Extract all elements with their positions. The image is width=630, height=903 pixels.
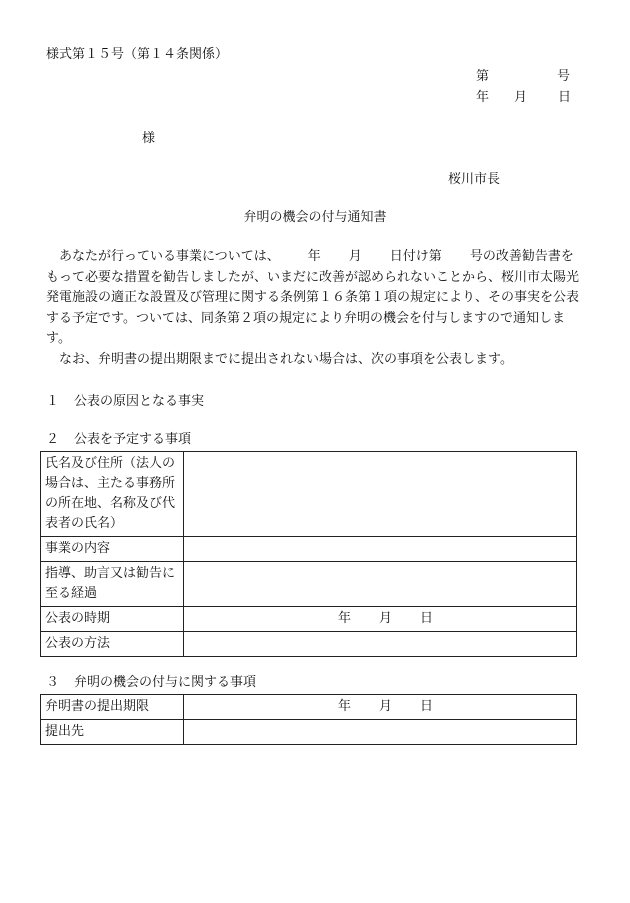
section-3-heading [46,675,256,691]
section-title: 公表の原因となる事実 [74,394,205,409]
section-title: 公表を予定する事項 [74,432,192,447]
table-row [41,537,577,562]
table-row [41,632,577,657]
field-deadline[interactable] [184,695,577,720]
date-blank [188,697,433,717]
row-label-publication-method: 公表の方法 [41,632,184,657]
table-row [41,695,577,720]
date-year: 年 [338,611,352,626]
section-title: 弁明の機会の付与に関する事項 [74,675,257,690]
explanation-opportunity-table [40,694,577,745]
field-business[interactable] [184,537,577,562]
field-publication-time[interactable] [184,607,577,632]
section-1-heading [46,394,204,410]
body-paragraph-1 [46,247,586,350]
document-number-prefix: 第 [476,69,490,84]
row-label-submit-to: 提出先 [41,720,184,745]
date-month: 月 [379,611,393,626]
document-number-suffix: 号 [557,69,571,84]
row-label-publication-time: 公表の時期 [41,607,184,632]
table-row [41,720,577,745]
field-name-address[interactable] [184,452,577,537]
notice-body [46,247,586,370]
addressee-honorific: 様 [142,131,156,146]
body-paragraph-2 [46,350,586,371]
date-month: 月 [379,699,393,714]
issue-date-day: 日 [558,90,572,105]
issue-date [476,90,571,106]
section-number: ２ [46,432,60,447]
issue-date-year: 年 [476,90,490,105]
document-title: 弁明の機会の付与通知書 [243,210,387,225]
publication-items-table [40,451,577,657]
body-text-part: あなたが行っている事業については、 [59,249,280,264]
section-number: ３ [46,675,60,690]
issuer-name: 桜川市長 [448,172,501,187]
date-blank [188,609,433,629]
section-number: １ [46,394,60,409]
form-number: 様式第１５号（第１４条関係） [46,47,229,62]
field-publication-method[interactable] [184,632,577,657]
issue-date-month: 月 [514,90,528,105]
row-label-deadline: 弁明書の提出期限 [41,695,184,720]
body-blank-month: 月 [348,249,362,264]
row-label-name-address: 氏名及び住所（法人の場合は、主たる事務所の所在地、名称及び代表者の氏名） [41,452,184,537]
table-row [41,452,577,537]
body-blank-year: 年 [307,249,321,264]
date-year: 年 [338,699,352,714]
field-submit-to[interactable] [184,720,577,745]
body-blank-day-number: 日付け第 [389,249,442,264]
date-day: 日 [420,611,434,626]
date-day: 日 [420,699,434,714]
body-paragraph-2-text: なお、弁明書の提出期限までに提出されない場合は、次の事項を公表します。 [59,351,513,367]
table-row [41,562,577,607]
body-text-main: 号の改善勧告書をもって必要な措置を勧告しましたが、いまだに改善が認められないことから、桜川市太陽光発電施設の適正な設置及び管理に関する条例第１６条第１項の規定により、その事実を公表する予定です。ついては、同条第２項の規定により弁明の機会を付与しますので通知します。 [46,249,580,346]
row-label-history: 指導、助言又は勧告に至る経過 [41,562,184,607]
field-history[interactable] [184,562,577,607]
row-label-business: 事業の内容 [41,537,184,562]
table-row [41,607,577,632]
section-2-heading [46,432,191,448]
